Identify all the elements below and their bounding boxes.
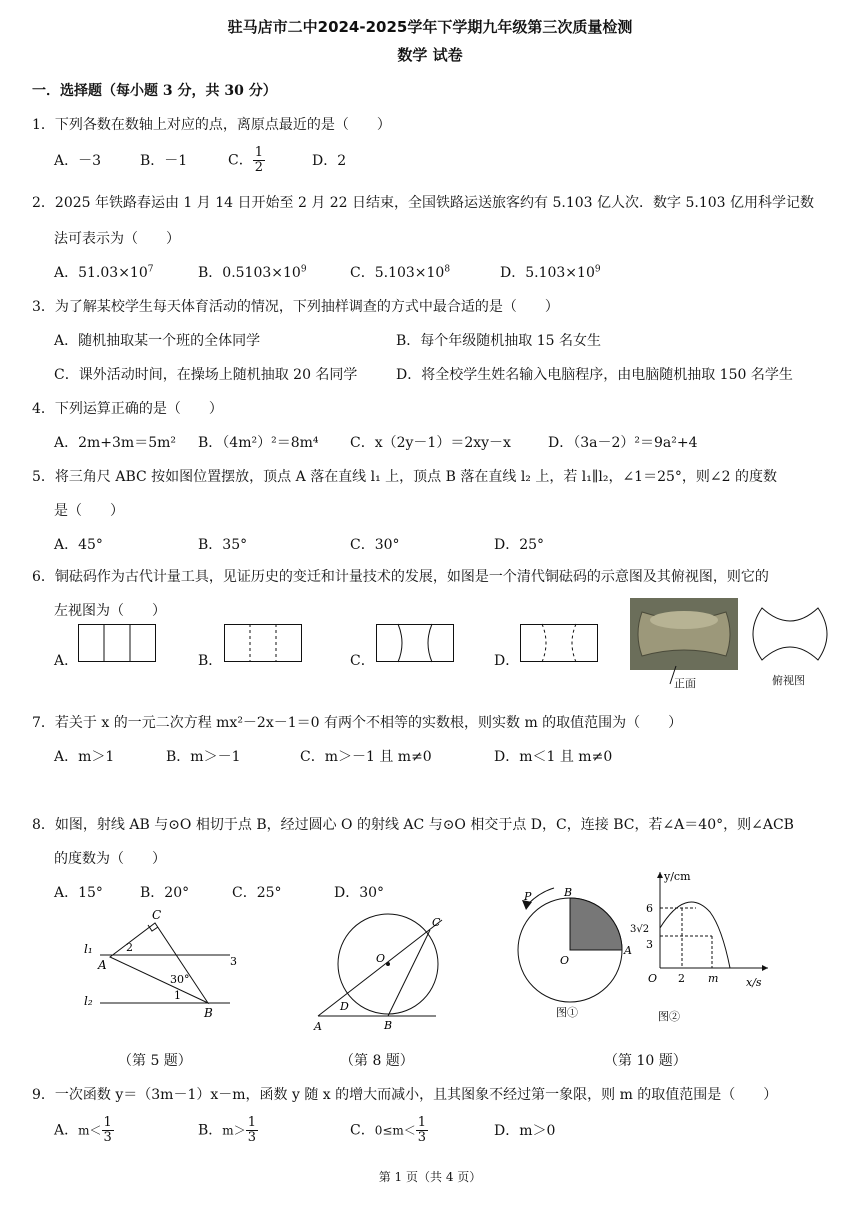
fig10-xlabel: x/s [746, 976, 762, 989]
q3-option-a: A．随机抽取某一个班的全体同学 [54, 333, 261, 349]
q2-option-b [198, 262, 307, 282]
fig10-b: B [564, 886, 573, 899]
q1-option-a: A．－3 [54, 153, 102, 169]
fig10-tick-2: 2 [678, 972, 685, 985]
q7-option-a: A．m＞1 [54, 749, 115, 765]
q3-option-d: D．将全校学生姓名输入电脑程序，由电脑随机抽取 150 名学生 [396, 367, 793, 383]
q1-option-d: D．2 [312, 153, 347, 169]
q3-stem: 3．为了解某校学生每天体育活动的情况，下列抽样调查的方式中最合适的是（ ） [32, 299, 559, 315]
q9-b-den: 3 [247, 1130, 256, 1145]
q1-frac-num: 1 [254, 145, 263, 160]
q2-option-d [500, 262, 601, 282]
q8-option-a: A．15° [54, 885, 103, 901]
q9-stem: 9．一次函数 y＝（3m－1）x－m，函数 y 随 x 的增大而减小，且其图象不经过第一象限，则 m 的取值范围是（ ） [32, 1087, 778, 1103]
q9-option-a [54, 1116, 114, 1145]
q9-a-frac [102, 1116, 114, 1145]
page-footer: 第 1 页（共 4 页） [378, 1170, 482, 1184]
q6-option-c-figure [376, 624, 456, 664]
q9-b-pre: m＞ [222, 1123, 246, 1138]
fig5-l1: l₁ [84, 942, 93, 956]
q8-stem-line2: 的度数为（ ） [54, 851, 166, 867]
q8-option-d: D．30° [334, 885, 385, 901]
fig8-d: D [340, 1000, 349, 1013]
fig10-tick-6: 6 [646, 902, 653, 915]
q2-option-a [54, 262, 153, 282]
q2-c-text: C．5.103×10 [350, 265, 445, 281]
q9-a-num: 1 [103, 1115, 112, 1130]
q9-a-den: 3 [103, 1130, 112, 1145]
q9-a-pre: m＜ [78, 1123, 102, 1138]
q2-d-exp: 9 [594, 264, 601, 275]
q4-option-a: A．2m+3m＝5m² [54, 435, 177, 451]
q6-option-a-figure [78, 624, 158, 664]
q2-a-text: A．51.03×10 [54, 265, 148, 281]
fig5-angle2: 2 [126, 941, 133, 954]
q9-option-c [350, 1116, 428, 1145]
q8-option-b: B．20° [140, 885, 190, 901]
q9-c-label: C． [350, 1122, 375, 1139]
fig8-o: O [376, 952, 386, 965]
q8-option-c: C．25° [232, 885, 282, 901]
q6-option-d: D． [494, 653, 520, 669]
fig10-tick-3root2: 3√2 [630, 924, 650, 935]
fig10-origin: O [648, 972, 658, 985]
q6-option-a: A． [54, 653, 79, 669]
q6-option-b: B． [198, 653, 223, 669]
figure-q5 [80, 905, 250, 1035]
q5-stem-line2: 是（ ） [54, 503, 124, 519]
q2-stem-line2: 法可表示为（ ） [54, 231, 180, 247]
q6-stem-line2: 左视图为（ ） [54, 603, 166, 619]
q5-option-d: D．25° [494, 537, 545, 553]
q4-option-d: D．（3a－2）²＝9a²+4 [548, 435, 698, 451]
q3-option-b: B．每个年级随机抽取 15 名女生 [396, 333, 602, 349]
q7-option-c: C．m＞－1 且 m≠0 [300, 749, 432, 765]
q4-option-b: B．（4m²）²＝8m⁴ [198, 435, 319, 451]
q5-option-c: C．30° [350, 537, 400, 553]
top-view-figure [748, 598, 832, 690]
q2-d-text: D．5.103×10 [500, 265, 595, 281]
fig10-tick-m: m [708, 972, 719, 985]
fig10-name-right: 图② [658, 1010, 680, 1023]
fig5-30deg: 30° [170, 973, 190, 986]
q9-a-label: A． [54, 1122, 79, 1139]
exam-title: 驻马店市二中2024-2025学年下学期九年级第三次质量检测 [227, 18, 633, 36]
fig5-l2: l₂ [84, 994, 93, 1008]
q4-stem: 4．下列运算正确的是（ ） [32, 401, 223, 417]
fig5-caption: （第 5 题） [118, 1053, 192, 1069]
q9-option-b [198, 1116, 258, 1145]
q8-stem-line1: 8．如图，射线 AB 与⊙O 相切于点 B，经过圆心 O 的射线 AC 与⊙O 相交于点 D，C，连接 BC，若∠A＝40°，则∠ACB [32, 817, 794, 833]
q2-option-c [350, 262, 450, 282]
q5-stem-line1: 5．将三角尺 ABC 按如图位置摆放，顶点 A 落在直线 l₁ 上，顶点 B 落在直线 l₂ 上，若 l₁∥l₂，∠1＝25°，则∠2 的度数 [32, 469, 777, 485]
q6-option-d-figure [520, 624, 600, 664]
q9-c-pre: 0≤m＜ [374, 1123, 416, 1138]
q9-c-frac [416, 1116, 428, 1145]
q7-option-b: B．m＞－1 [166, 749, 241, 765]
q2-c-exp: 8 [444, 264, 451, 275]
fig5-c: C [152, 908, 162, 922]
q2-b-exp: 9 [300, 264, 307, 275]
fig8-c: C [432, 916, 441, 929]
q2-stem-line1: 2．2025 年铁路春运由 1 月 14 日开始至 2 月 22 日结束，全国铁路运送旅客约有 5.103 亿人次．数字 5.103 亿用科学记数 [32, 195, 814, 211]
fig5-angle1: 1 [174, 989, 181, 1002]
fig5-b: B [204, 1006, 213, 1020]
q1-frac-den: 2 [254, 160, 263, 175]
q5-option-a: A．45° [54, 537, 103, 553]
fig10-name-left: 图① [556, 1006, 578, 1019]
section-heading: 一．选择题（每小题 3 分，共 30 分） [32, 83, 277, 99]
q2-b-text: B．0.5103×10 [198, 265, 301, 281]
fig10-caption: （第 10 题） [604, 1053, 687, 1069]
fig10-a: A [624, 944, 632, 957]
fig10-p: P [524, 890, 532, 903]
fig10-o: O [560, 954, 570, 967]
q9-b-label: B． [198, 1122, 223, 1139]
q4-option-c: C．x（2y－1）＝2xy－x [350, 435, 511, 451]
exam-subtitle: 数学 试卷 [397, 46, 463, 64]
fig5-a: A [98, 958, 107, 972]
bronze-weight-photo [630, 598, 738, 690]
q7-stem: 7．若关于 x 的一元二次方程 mx²－2x－1＝0 有两个不相等的实数根，则实数 m 的取值范围为（ ） [32, 715, 683, 731]
q6-option-c: C． [350, 653, 375, 669]
fig8-b: B [384, 1019, 393, 1032]
q1-option-c-label: C． [228, 152, 253, 169]
q5-option-b: B．35° [198, 537, 248, 553]
fig10-ylabel: y/cm [664, 870, 691, 883]
figure-q10-circle [518, 880, 634, 1020]
fig10-tick-3: 3 [646, 938, 653, 951]
q7-option-d: D．m＜1 且 m≠0 [494, 749, 613, 765]
top-view-label: 俯视图 [772, 674, 805, 687]
fig8-caption: （第 8 题） [340, 1053, 414, 1069]
q1-stem: 1．下列各数在数轴上对应的点，离原点最近的是（ ） [32, 117, 391, 133]
front-label: 正面 [674, 677, 696, 690]
q1-fraction [253, 146, 265, 175]
q9-c-den: 3 [417, 1130, 427, 1145]
q6-option-b-figure [224, 624, 304, 664]
fig8-a: A [314, 1020, 322, 1033]
q9-c-num: 1 [417, 1115, 427, 1130]
q9-b-frac [246, 1116, 258, 1145]
figure-q8 [312, 912, 452, 1032]
q9-b-num: 1 [247, 1115, 256, 1130]
q1-option-b: B．－1 [140, 153, 188, 169]
q1-option-c [228, 146, 265, 175]
fig5-angle3: 3 [230, 955, 237, 968]
q6-stem-line1: 6．铜砝码作为古代计量工具，见证历史的变迁和计量技术的发展，如图是一个清代铜砝码的示意图及其俯视图，则它的 [32, 569, 769, 585]
q3-option-c: C．课外活动时间，在操场上随机抽取 20 名同学 [54, 367, 358, 383]
q9-option-d: D．m＞0 [494, 1123, 556, 1139]
figure-q10-graph [630, 868, 780, 1028]
q2-a-exp: 7 [147, 264, 154, 275]
